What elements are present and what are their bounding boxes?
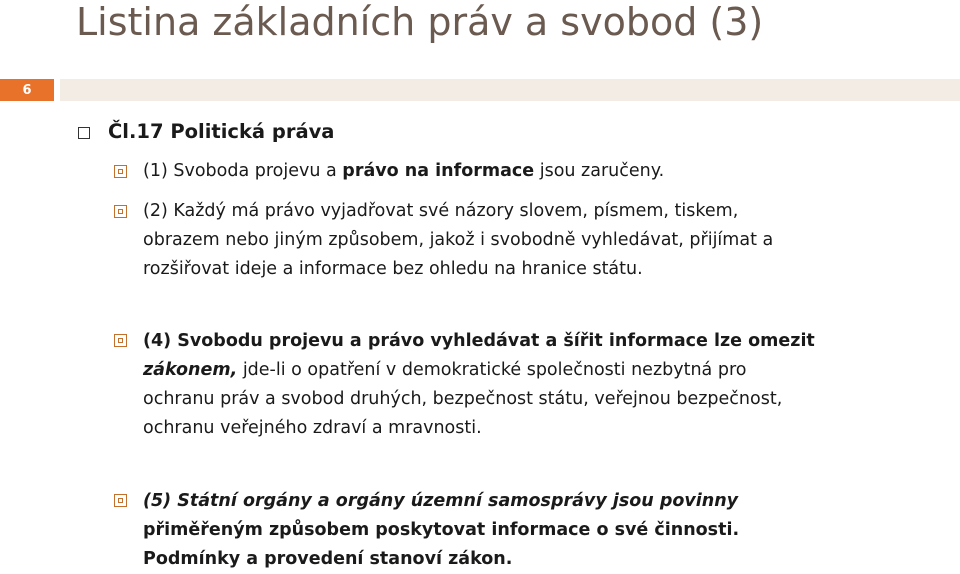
slide-number: 6 [0, 79, 54, 101]
p5-line-1: (5) Státní orgány a orgány územní samosprávy jsou povinny [143, 491, 739, 511]
p1-text-pre: (1) Svoboda projevu a [143, 161, 343, 181]
p2-line-3: rozšiřovat ideje a informace bez ohledu na hranice státu. [143, 259, 643, 279]
square-bullet-icon [114, 165, 127, 178]
square-bullet-icon [78, 127, 90, 139]
p2-line-1: (2) Každý má právo vyjadřovat své názory slovem, písmem, tiskem, [143, 201, 739, 221]
p5-line-3: Podmínky a provedení stanoví zákon. [143, 549, 513, 569]
paragraph-1 [143, 157, 664, 186]
p2-line-2: obrazem nebo jiným způsobem, jakož i svobodně vyhledávat, přijímat a [143, 230, 774, 250]
paragraph-4 [143, 327, 815, 443]
square-bullet-icon [114, 205, 127, 218]
paragraph-5 [143, 487, 739, 574]
slide-title: Listina základních práv a svobod (3) [76, 0, 764, 44]
p4-line-3: ochranu práv a svobod druhých, bezpečnost státu, veřejnou bezpečnost, [143, 389, 783, 409]
header-band [60, 79, 960, 101]
p5-line-2: přiměřeným způsobem poskytovat informace o své činnosti. [143, 520, 740, 540]
p4-line-2-rest: jde-li o opatření v demokratické společnosti nezbytná pro [237, 360, 747, 380]
p4-line-2-italic: zákonem, [143, 360, 238, 380]
p1-text-post: jsou zaručeny. [534, 161, 665, 181]
paragraph-2 [143, 197, 773, 284]
p1-text-bold: právo na informace [342, 161, 535, 181]
square-bullet-icon [114, 494, 127, 507]
article-heading: Čl.17 Politická práva [108, 120, 335, 143]
p4-line-1: (4) Svobodu projevu a právo vyhledávat a šířit informace lze omezit [143, 331, 815, 351]
square-bullet-icon [114, 334, 127, 347]
p4-line-4: ochranu veřejného zdraví a mravnosti. [143, 418, 482, 438]
